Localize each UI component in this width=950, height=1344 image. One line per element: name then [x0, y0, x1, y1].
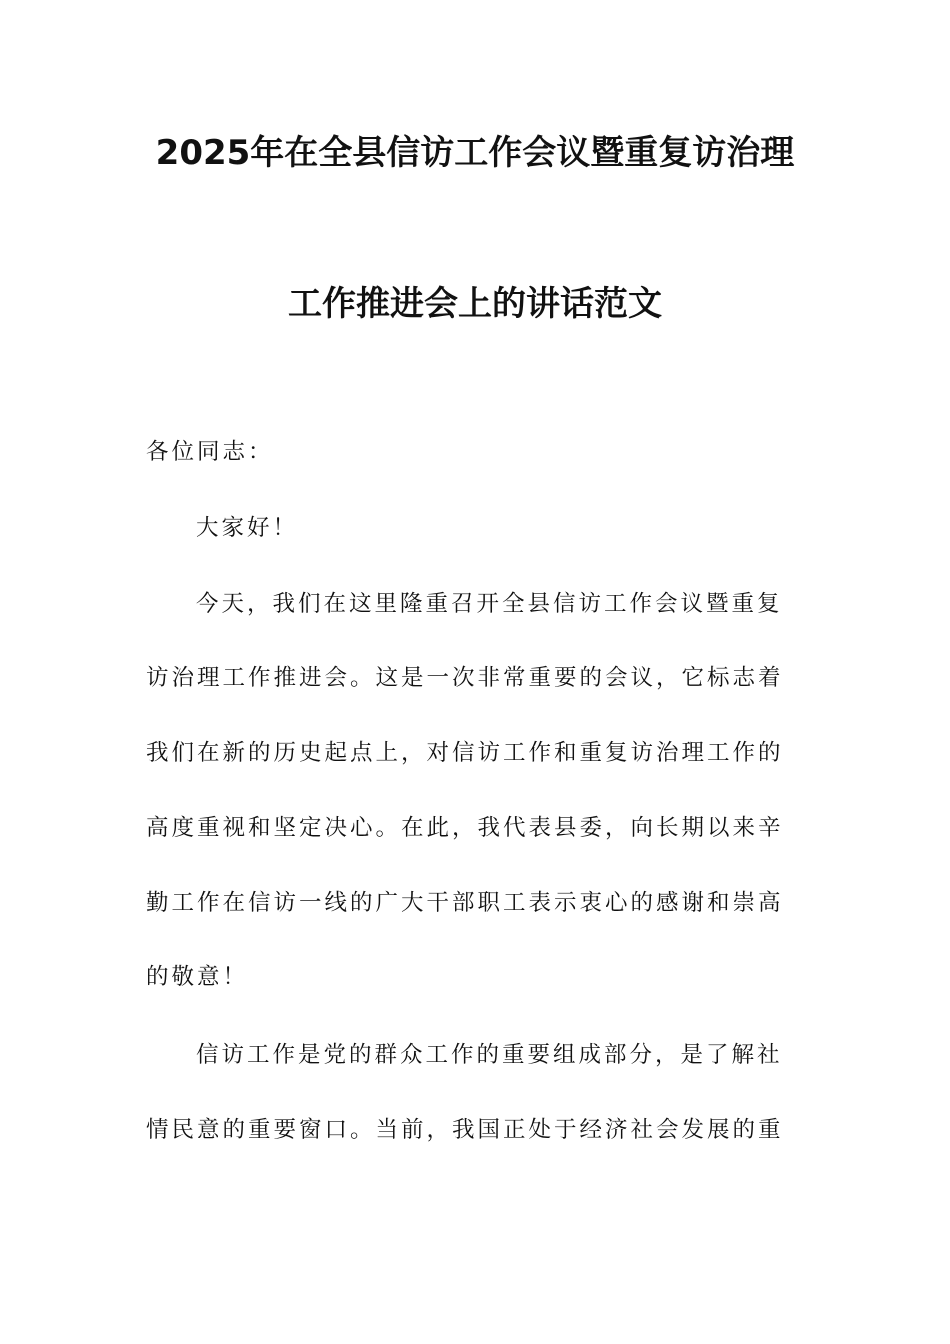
- paragraph-1-line-4: 高度重视和坚定决心。在此，我代表县委，向长期以来辛: [146, 815, 784, 841]
- salutation: 各位同志：: [146, 439, 274, 465]
- paragraph-1-line-2: 访治理工作推进会。这是一次非常重要的会议，它标志着: [146, 665, 784, 691]
- document-title-line-2: 工作推进会上的讲话范文: [288, 284, 662, 324]
- paragraph-1-line-6: 的敬意！: [146, 964, 249, 990]
- paragraph-2-line-1: 信访工作是党的群众工作的重要组成部分，是了解社: [196, 1042, 783, 1068]
- document-title-line-1: 2025年在全县信访工作会议暨重复访治理: [155, 133, 795, 173]
- greeting: 大家好！: [196, 515, 299, 541]
- paragraph-1-line-3: 我们在新的历史起点上，对信访工作和重复访治理工作的: [146, 740, 784, 766]
- paragraph-1-line-1: 今天，我们在这里隆重召开全县信访工作会议暨重复: [196, 591, 783, 617]
- paragraph-1-line-5: 勤工作在信访一线的广大干部职工表示衷心的感谢和崇高: [146, 890, 784, 916]
- paragraph-2-line-2: 情民意的重要窗口。当前，我国正处于经济社会发展的重: [146, 1117, 784, 1143]
